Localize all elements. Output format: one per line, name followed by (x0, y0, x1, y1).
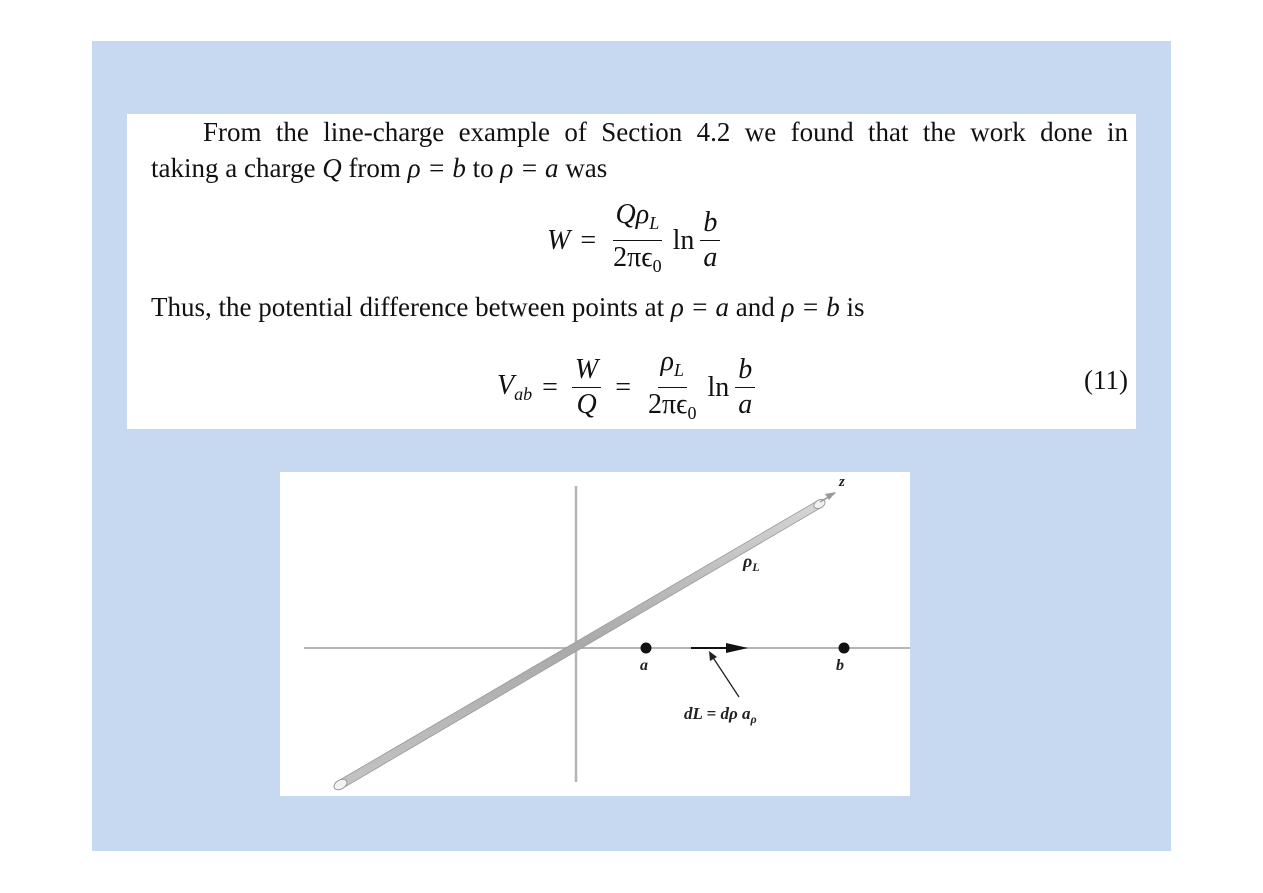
log2-numerator: b (735, 355, 755, 388)
paragraph-intro-text-1: taking a charge (151, 153, 323, 183)
paragraph-intro (151, 114, 1128, 186)
paragraph-intro-text-3: to (465, 153, 501, 183)
text-content-box (127, 114, 1136, 429)
equals-sign-2: = (615, 371, 632, 403)
equation-potential (497, 347, 759, 428)
dl-label (684, 704, 757, 726)
line-charge-label (742, 551, 760, 574)
z-axis-label: z (839, 474, 845, 490)
dl-vector-arrowhead (726, 643, 748, 653)
fraction-work (610, 200, 664, 281)
fraction-rho-over-2pi (645, 347, 699, 428)
fraction-w-over-q (572, 355, 601, 420)
natural-log-2: ln (707, 371, 730, 403)
point-a-marker (641, 643, 652, 654)
condition-rho-a: ρ = a (670, 292, 730, 322)
potential-symbol (497, 370, 532, 405)
denominator-subscript: 0 (652, 256, 662, 276)
fraction-w: W (572, 355, 601, 388)
equals-sign-1: = (542, 371, 558, 403)
line-charge-sub: L (752, 560, 760, 574)
potential-v: V (497, 370, 515, 401)
fraction-denominator (610, 241, 664, 281)
fraction2-den-text: 2πϵ (648, 389, 688, 420)
paragraph-potential-text-3: is (839, 292, 865, 322)
dl-leader-line (712, 656, 739, 697)
fraction2-num-text: ρ (660, 346, 674, 377)
condition-rho-b: ρ = b (781, 292, 840, 322)
fraction2-num-sub: L (673, 360, 684, 380)
paragraph-intro-line-2 (151, 150, 1128, 186)
denominator-text: 2πϵ (613, 242, 653, 273)
equation-work (547, 200, 724, 281)
equation-number: (11) (1084, 365, 1128, 395)
equals-sign: = (580, 224, 597, 256)
fraction2-den-sub: 0 (687, 403, 697, 423)
line-charge-rho: ρ (743, 551, 753, 571)
work-symbol: W (547, 224, 571, 256)
dl-label-text: dL = dρ a (684, 704, 751, 723)
charge-symbol: Q (322, 153, 342, 183)
point-a-label: a (640, 657, 648, 674)
line-charge-figure (280, 472, 910, 796)
log-numerator: b (700, 208, 720, 241)
paragraph-potential-text-2: and (729, 292, 782, 322)
line-charge-rod (338, 501, 822, 788)
fraction2-numerator (658, 347, 687, 388)
fraction-log (700, 208, 720, 273)
fraction-q: Q (576, 389, 597, 420)
point-b-marker (839, 643, 850, 654)
fraction2-denominator (645, 388, 699, 428)
dl-leader-arrowhead (709, 651, 717, 661)
point-b-label: b (836, 657, 844, 674)
condition-rho-b: ρ = b (407, 153, 466, 183)
dl-label-sub: ρ (750, 712, 757, 726)
log2-denominator: a (738, 389, 753, 420)
fraction-log-2 (735, 355, 755, 420)
paragraph-intro-line-1: From the line-charge example of Section 4.2 we found that the work done in (203, 117, 1128, 147)
line-charge-diagram (280, 472, 910, 796)
numerator-subscript: L (649, 213, 660, 233)
fraction-numerator (613, 200, 663, 241)
condition-rho-a: ρ = a (500, 153, 559, 183)
potential-subscript: ab (514, 384, 533, 404)
paragraph-potential-text-1: Thus, the potential difference between points at (151, 292, 671, 322)
paragraph-potential (151, 289, 864, 325)
log-denominator: a (703, 242, 718, 273)
paragraph-intro-text-4: was (558, 153, 608, 183)
numerator-text: Qρ (615, 199, 650, 230)
natural-log: ln (672, 224, 695, 256)
paragraph-intro-text-2: from (341, 153, 408, 183)
